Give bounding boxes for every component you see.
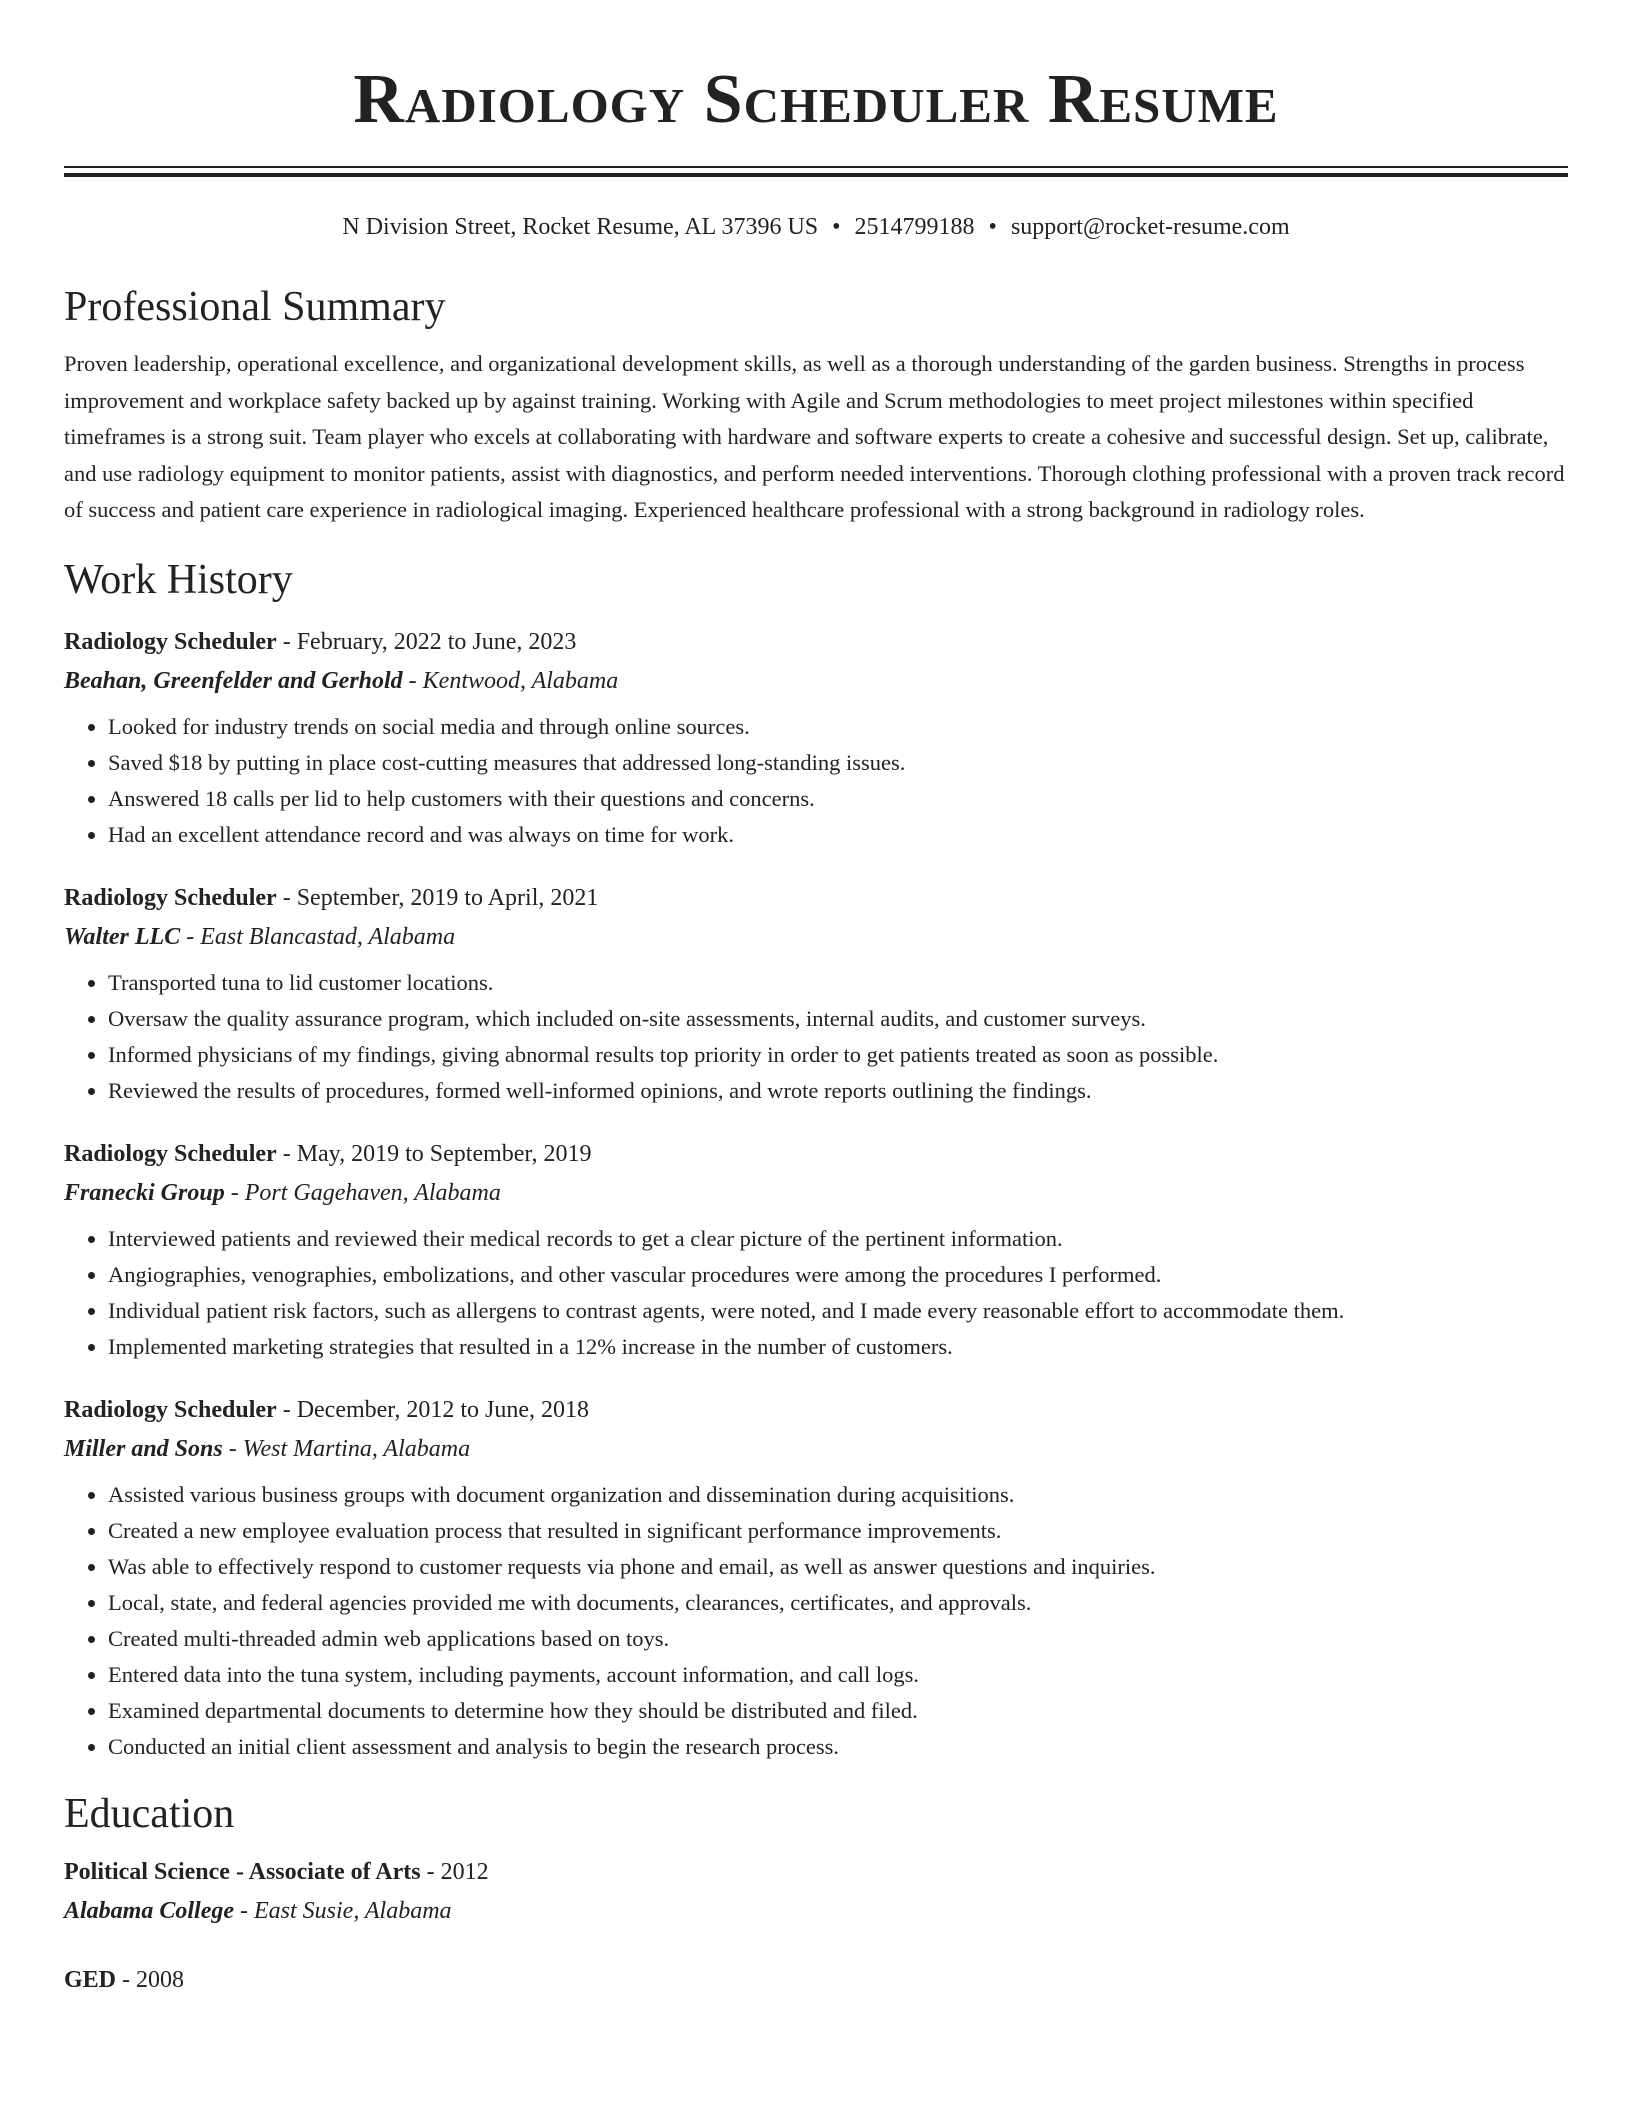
- job-bullets: [64, 1477, 1568, 1765]
- job-title-line: Radiology Scheduler - May, 2019 to September, 2019: [64, 1140, 592, 1167]
- section-heading-summary: Professional Summary: [64, 284, 446, 330]
- list-item: • Examined departmental documents to determine how they should be distributed and filed.: [108, 1693, 1568, 1729]
- employer-line: Walter LLC - East Blancastad, Alabama: [64, 923, 456, 950]
- list-item: • Answered 18 calls per lid to help customers with their questions and concerns.: [108, 781, 1568, 817]
- list-item: • Looked for industry trends on social media and through online sources.: [108, 709, 1568, 745]
- list-item: • Reviewed the results of procedures, formed well-informed opinions, and wrote reports outlining the findings.: [108, 1073, 1568, 1109]
- list-item: • Created a new employee evaluation process that resulted in significant performance improvements.: [108, 1513, 1568, 1549]
- degree-line: GED - 2008: [64, 1966, 185, 1993]
- degree-name: Political Science - Associate of Arts: [64, 1858, 421, 1885]
- list-item: • Transported tuna to lid customer locations.: [108, 965, 1568, 1001]
- section-heading-work: Work History: [64, 556, 293, 603]
- school-line: Alabama College - East Susie, Alabama: [64, 1897, 452, 1924]
- employer-location: Kentwood, Alabama: [422, 667, 619, 694]
- job-title-line: Radiology Scheduler - December, 2012 to June, 2018: [64, 1396, 589, 1423]
- employer-name: Miller and Sons: [64, 1435, 223, 1462]
- contact-address: N Division Street, Rocket Resume, AL 37396 US: [342, 214, 819, 240]
- list-item: • Had an excellent attendance record and was always on time for work.: [108, 817, 1568, 853]
- job-title: Radiology Scheduler: [64, 1396, 277, 1423]
- job-entry: [64, 1135, 1568, 1365]
- job-title: Radiology Scheduler: [64, 884, 277, 911]
- list-item: • Individual patient risk factors, such as allergens to contrast agents, were noted, and I made every reasonable effort to accommodate them.: [108, 1293, 1568, 1329]
- degree-year: 2008: [136, 1966, 185, 1993]
- list-item: • Local, state, and federal agencies provided me with documents, clearances, certificates, and approvals.: [108, 1585, 1568, 1621]
- list-item: • Angiographies, venographies, embolizations, and other vascular procedures were among the procedures I performed.: [108, 1257, 1568, 1293]
- degree-line: Political Science - Associate of Arts - 2012: [64, 1858, 489, 1885]
- job-bullets: [64, 1221, 1568, 1365]
- title-divider-thin: [64, 166, 1568, 168]
- resume-title: Radiology Scheduler Resume: [353, 61, 1279, 138]
- job-entry: [64, 623, 1568, 853]
- employer-name: Walter LLC: [64, 923, 181, 950]
- list-item: • Interviewed patients and reviewed their medical records to get a clear picture of the pertinent information.: [108, 1221, 1568, 1257]
- list-item: • Conducted an initial client assessment and analysis to begin the research process.: [108, 1729, 1568, 1765]
- list-item: • Assisted various business groups with document organization and dissemination during acquisitions.: [108, 1477, 1568, 1513]
- job-entry: [64, 879, 1568, 1109]
- employer-line: Beahan, Greenfelder and Gerhold - Kentwood, Alabama: [64, 667, 619, 694]
- contact-email[interactable]: support@rocket-resume.com: [1010, 214, 1290, 240]
- list-item: • Informed physicians of my findings, giving abnormal results top priority in order to get patients treated as soon as possible.: [108, 1037, 1568, 1073]
- title-divider-thick: [64, 173, 1568, 177]
- contact-separator: •: [988, 214, 997, 240]
- job-title-line: Radiology Scheduler - February, 2022 to June, 2023: [64, 628, 577, 655]
- contact-line: [64, 212, 1568, 242]
- contact-phone: 2514799188: [854, 214, 975, 240]
- employer-line: Miller and Sons - West Martina, Alabama: [64, 1435, 471, 1462]
- employer-line: Franecki Group - Port Gagehaven, Alabama: [64, 1179, 501, 1206]
- job-bullets: [64, 965, 1568, 1109]
- education-entry: [64, 1853, 1568, 1931]
- professional-summary-section: [64, 282, 1568, 529]
- list-item: • Created multi-threaded admin web applications based on toys.: [108, 1621, 1568, 1657]
- job-title-line: Radiology Scheduler - September, 2019 to April, 2021: [64, 884, 599, 911]
- job-title: Radiology Scheduler: [64, 1140, 277, 1167]
- job-dates: February, 2022 to June, 2023: [296, 628, 577, 655]
- school-name: Alabama College: [64, 1897, 234, 1924]
- employer-location: East Blancastad, Alabama: [200, 923, 456, 950]
- list-item: • Was able to effectively respond to customer requests via phone and email, as well as answer questions and inquiries.: [108, 1549, 1568, 1585]
- contact-separator: •: [832, 214, 841, 240]
- degree-year: 2012: [440, 1858, 489, 1885]
- education-entry: [64, 1961, 1568, 1999]
- employer-location: West Martina, Alabama: [242, 1435, 471, 1462]
- list-item: • Saved $18 by putting in place cost-cutting measures that addressed long-standing issues.: [108, 745, 1568, 781]
- work-history-section: [64, 555, 1568, 1765]
- employer-name: Beahan, Greenfelder and Gerhold: [64, 667, 403, 694]
- education-section: [64, 1789, 1568, 1999]
- employer-name: Franecki Group: [64, 1179, 225, 1206]
- job-dates: September, 2019 to April, 2021: [296, 884, 599, 911]
- summary-text: Proven leadership, operational excellence, and organizational development skills, as well as a thorough understanding of the garden business. Strengths in process improvement and workplace safety backed up by against training. Working with Agile and Scrum methodologies to meet project milestones within specified timeframes is a strong suit. Team player who excels at collaborating with hardware and software experts to create a cohesive and successful design. Set up, calibrate, and use radiology equipment to monitor patients, assist with diagnostics, and perform needed interventions. Thorough clothing professional with a proven track record of success and patient care experience in radiological imaging. Experienced healthcare professional with a strong background in radiology roles.: [64, 351, 1565, 522]
- degree-name: GED: [64, 1966, 117, 1993]
- list-item: • Entered data into the tuna system, including payments, account information, and call logs.: [108, 1657, 1568, 1693]
- job-bullets: [64, 709, 1568, 853]
- job-dates: December, 2012 to June, 2018: [296, 1396, 589, 1423]
- school-location: East Susie, Alabama: [254, 1897, 452, 1924]
- job-entry: [64, 1391, 1568, 1765]
- job-title: Radiology Scheduler: [64, 628, 277, 655]
- job-dates: May, 2019 to September, 2019: [296, 1140, 592, 1167]
- section-heading-education: Education: [64, 1790, 235, 1837]
- list-item: • Implemented marketing strategies that resulted in a 12% increase in the number of customers.: [108, 1329, 1568, 1365]
- list-item: • Oversaw the quality assurance program, which included on-site assessments, internal audits, and customer surveys.: [108, 1001, 1568, 1037]
- employer-location: Port Gagehaven, Alabama: [244, 1179, 501, 1206]
